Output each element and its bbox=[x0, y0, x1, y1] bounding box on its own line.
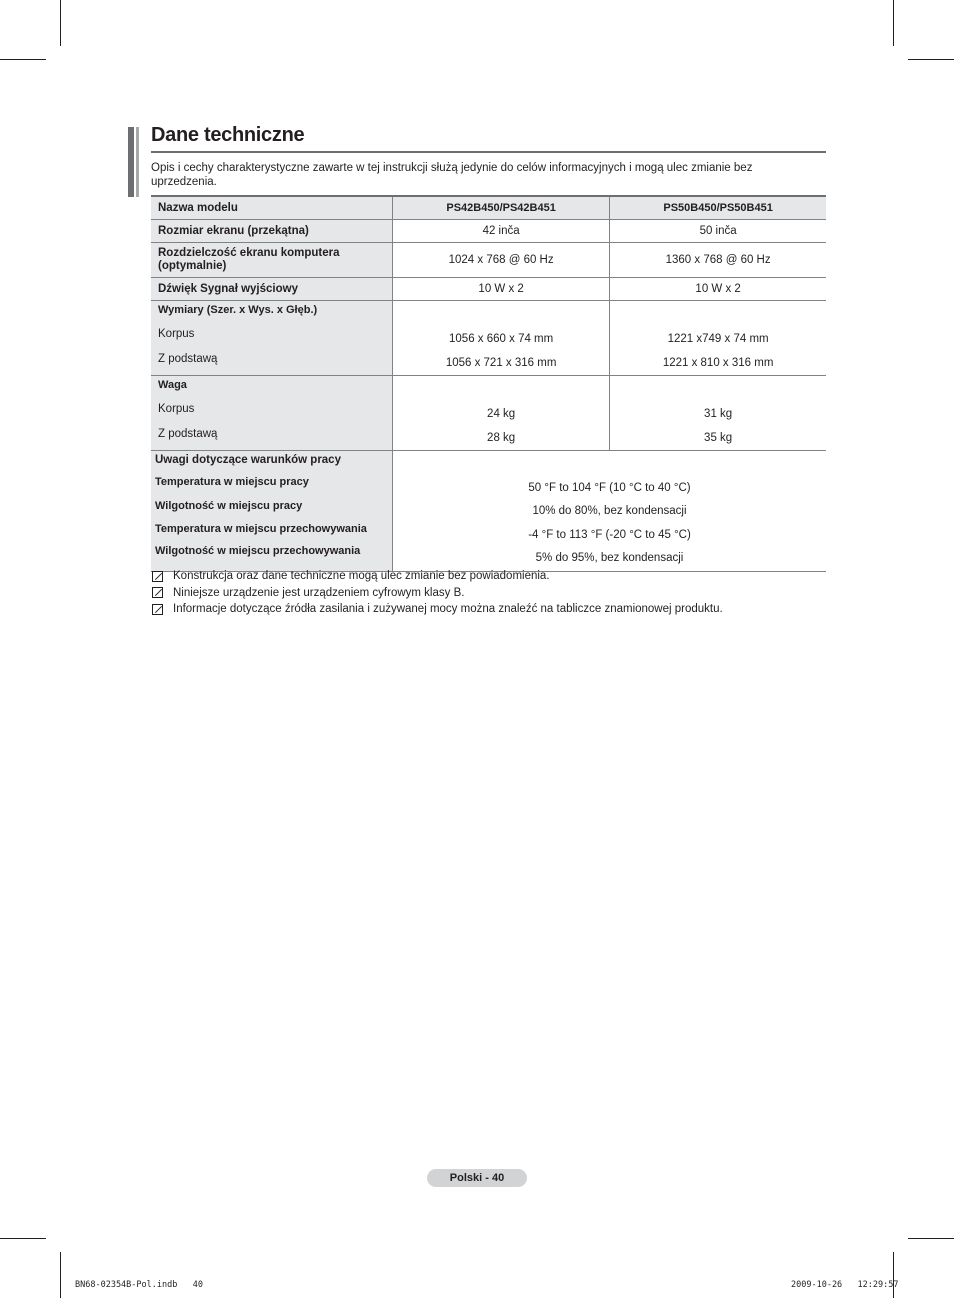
table-row bbox=[151, 450, 826, 571]
group-label: Waga bbox=[158, 378, 187, 391]
table-row bbox=[151, 300, 826, 375]
title-accent-bar bbox=[128, 127, 134, 197]
sub-label: Z podstawą bbox=[158, 427, 218, 440]
note-icon bbox=[152, 587, 163, 598]
note-icon bbox=[152, 604, 163, 615]
sub-label: Korpus bbox=[158, 403, 195, 415]
note-text: Niniejsze urządzenie jest urządzeniem cyfrowym klasy B. bbox=[173, 586, 465, 599]
cell-value: 50 inča bbox=[610, 219, 826, 242]
sub-label: Korpus bbox=[158, 328, 195, 340]
note-icon bbox=[152, 571, 163, 582]
value-line: 5% do 95%, bez kondensacji bbox=[535, 552, 684, 564]
sub-label: Temperatura w miejscu pracy bbox=[155, 475, 309, 488]
cell-value bbox=[393, 375, 610, 450]
sub-label: Z podstawą bbox=[158, 352, 218, 365]
value-line: 35 kg bbox=[704, 431, 733, 444]
table-row bbox=[151, 277, 826, 300]
group-label: Wymiary (Szer. x Wys. x Głęb.) bbox=[158, 303, 318, 316]
page-number: Polski - 40 bbox=[427, 1169, 527, 1187]
cell-value: 42 inča bbox=[393, 219, 610, 242]
note-text: Konstrukcja oraz dane techniczne mogą ulec zmianie bez powiadomienia. bbox=[173, 570, 550, 583]
row-label: Dźwięk Sygnał wyjściowy bbox=[151, 277, 393, 300]
cell-value bbox=[610, 375, 826, 450]
cell-value: 1024 x 768 @ 60 Hz bbox=[393, 242, 610, 277]
value-line: 1221 x749 x 74 mm bbox=[667, 332, 769, 345]
value-line: 10% do 80%, bez kondensacji bbox=[532, 505, 687, 517]
value-line: 24 kg bbox=[487, 407, 516, 420]
list-item bbox=[152, 601, 723, 618]
sub-label: Wilgotność w miejscu przechowywania bbox=[155, 544, 361, 557]
page-title: Dane techniczne bbox=[151, 124, 305, 146]
table-row bbox=[151, 375, 826, 450]
row-label: Rozdzielczość ekranu komputera (optymalnie) bbox=[151, 242, 393, 277]
model-header: PS42B450/PS42B451 bbox=[393, 196, 610, 219]
crop-mark bbox=[60, 0, 61, 46]
intro-text: Opis i cechy charakterystyczne zawarte w tej instrukcji służą jedynie do celów informacyjnych i mogą ulec zmianie bez uprzedzenia. bbox=[151, 162, 753, 188]
value-line: 31 kg bbox=[704, 407, 733, 420]
row-label: Nazwa modelu bbox=[151, 196, 393, 219]
list-item bbox=[152, 585, 723, 602]
crop-mark bbox=[60, 1252, 61, 1298]
cell-value bbox=[610, 300, 826, 375]
crop-mark bbox=[893, 1252, 894, 1298]
list-item bbox=[152, 568, 723, 585]
cell-value: 10 W x 2 bbox=[610, 277, 826, 300]
title-divider bbox=[151, 151, 826, 153]
title-accent-bar bbox=[136, 127, 139, 197]
value-line: 1221 x 810 x 316 mm bbox=[662, 356, 774, 369]
value-line: -4 °F to 113 °F (-20 °C to 45 °C) bbox=[528, 528, 691, 541]
spec-table bbox=[151, 195, 826, 572]
note-text: Informacje dotyczące źródła zasilania i zużywanej mocy można znaleźć na tabliczce znamionowej produktu. bbox=[173, 603, 723, 616]
value-line: 50 °F to 104 °F (10 °C to 40 °C) bbox=[528, 481, 691, 494]
row-label bbox=[151, 450, 393, 571]
crop-mark bbox=[908, 1238, 954, 1239]
crop-mark bbox=[0, 1238, 46, 1239]
cell-value: 1360 x 768 @ 60 Hz bbox=[610, 242, 826, 277]
crop-mark bbox=[893, 0, 894, 46]
row-label bbox=[151, 375, 393, 450]
value-line: 1056 x 660 x 74 mm bbox=[449, 332, 554, 345]
table-row bbox=[151, 196, 826, 219]
model-header: PS50B450/PS50B451 bbox=[610, 196, 826, 219]
sub-label: Temperatura w miejscu przechowywania bbox=[155, 522, 367, 535]
footer-filename: BN68-02354B-Pol.indb 40 bbox=[75, 1280, 203, 1290]
notes-list bbox=[152, 568, 723, 618]
value-line: 28 kg bbox=[487, 431, 516, 444]
group-label: Uwagi dotyczące warunków pracy bbox=[155, 453, 341, 466]
cell-value bbox=[393, 450, 827, 571]
table-row bbox=[151, 219, 826, 242]
crop-mark bbox=[0, 59, 46, 60]
crop-mark bbox=[908, 59, 954, 60]
footer-timestamp: 2009-10-26 12:29:57 bbox=[791, 1280, 899, 1290]
cell-value: 10 W x 2 bbox=[393, 277, 610, 300]
table-row bbox=[151, 242, 826, 277]
value-line: 1056 x 721 x 316 mm bbox=[445, 356, 557, 369]
cell-value bbox=[393, 300, 610, 375]
sub-label: Wilgotność w miejscu pracy bbox=[155, 499, 303, 512]
row-label: Rozmiar ekranu (przekątna) bbox=[151, 219, 393, 242]
row-label bbox=[151, 300, 393, 375]
